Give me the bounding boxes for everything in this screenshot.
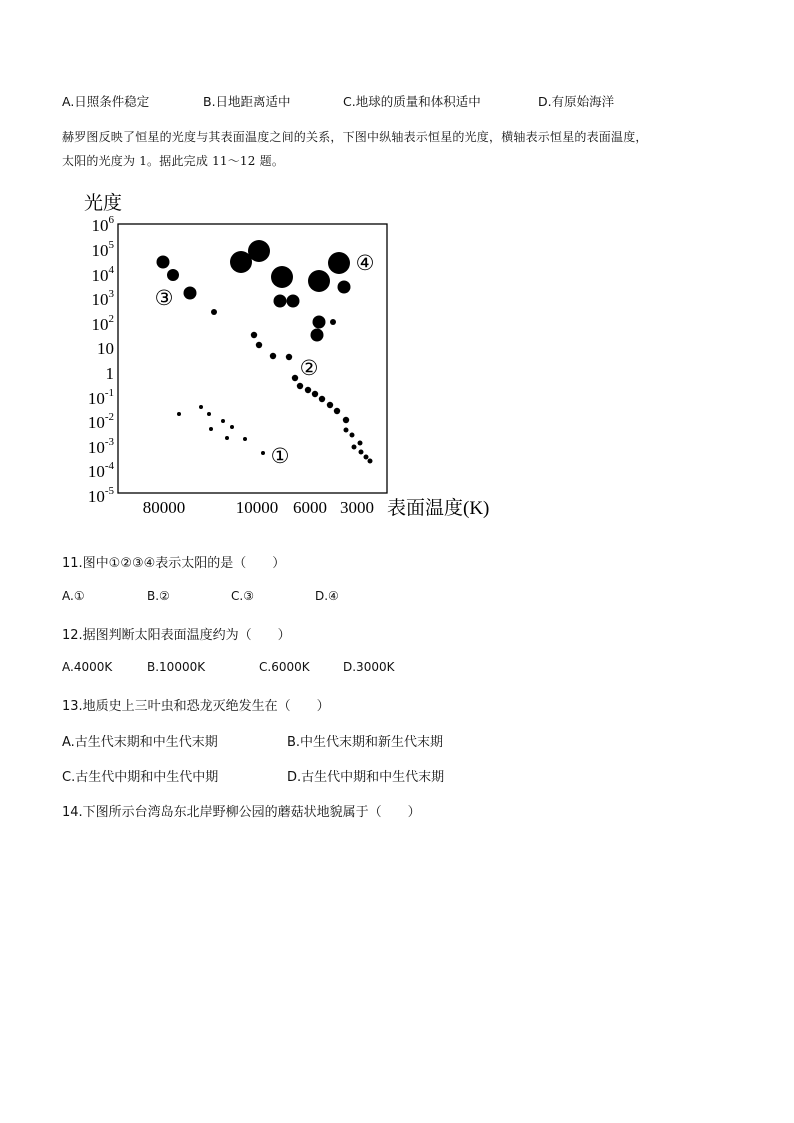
star-dot bbox=[305, 387, 311, 393]
marker-1: ① bbox=[270, 444, 290, 468]
x-ticks bbox=[143, 498, 374, 517]
question-14: 14.下图所示台湾岛东北岸野柳公园的蘑菇状地貌属于（ ） bbox=[62, 805, 421, 820]
star-dot bbox=[344, 428, 349, 433]
star-dot bbox=[313, 316, 326, 329]
q12-option-a: A.4000K bbox=[62, 660, 113, 674]
star-dot bbox=[364, 455, 369, 460]
star-dot bbox=[243, 437, 247, 441]
question-12: 12.据图判断太阳表面温度约为（ ） bbox=[62, 628, 291, 643]
star-group-2 bbox=[251, 332, 373, 464]
star-dot bbox=[328, 252, 350, 274]
y-tick-1e5: $10^5$ bbox=[91, 239, 114, 260]
y-tick-1e-1: $10^{-1}$ bbox=[87, 387, 114, 408]
star-dot bbox=[311, 329, 324, 342]
marker-4: ④ bbox=[355, 251, 375, 275]
star-dot bbox=[270, 353, 276, 359]
star-dot bbox=[271, 266, 293, 288]
x-tick-3000: 3000 bbox=[340, 498, 374, 517]
star-dot bbox=[343, 417, 349, 423]
option-c: C.地球的质量和体积适中 bbox=[343, 94, 481, 109]
star-dot bbox=[209, 427, 213, 431]
star-dot bbox=[297, 383, 303, 389]
y-tick-1e-4: $10^{-4}$ bbox=[87, 460, 114, 481]
star-dot bbox=[330, 319, 336, 325]
star-dot bbox=[359, 450, 364, 455]
star-group-4 bbox=[230, 240, 351, 342]
star-dot bbox=[338, 281, 351, 294]
q13-option-c: C.古生代中期和中生代中期 bbox=[62, 770, 219, 785]
x-tick-6000: 6000 bbox=[293, 498, 327, 517]
x-tick-80000: 80000 bbox=[142, 498, 186, 517]
star-dot bbox=[221, 419, 225, 423]
star-dot bbox=[184, 287, 197, 300]
q11-option-c: C.③ bbox=[231, 589, 254, 603]
star-dot bbox=[211, 309, 217, 315]
y-tick-10: 10 bbox=[97, 339, 114, 358]
star-dot bbox=[177, 412, 181, 416]
star-dot bbox=[334, 408, 340, 414]
q13-option-b: B.中生代末期和新生代末期 bbox=[287, 735, 444, 750]
x-axis-title: 表面温度(K) bbox=[387, 498, 490, 519]
y-tick-1e3: $10^3$ bbox=[91, 288, 114, 309]
star-dot bbox=[352, 445, 357, 450]
question-13: 13.地质史上三叶虫和恐龙灭绝发生在（ ） bbox=[62, 699, 330, 714]
star-dot bbox=[256, 342, 262, 348]
star-dot bbox=[319, 396, 325, 402]
y-tick-1e-5: $10^{-5}$ bbox=[87, 485, 114, 506]
star-dot bbox=[248, 240, 270, 262]
y-axis-title: 光度 bbox=[84, 193, 123, 214]
star-dot bbox=[207, 412, 211, 416]
q11-option-d: D.④ bbox=[315, 589, 339, 603]
q11-option-a: A.① bbox=[62, 589, 85, 603]
star-dot bbox=[230, 425, 234, 429]
q13-option-d: D.古生代中期和中生代末期 bbox=[287, 770, 445, 785]
option-d: D.有原始海洋 bbox=[538, 94, 615, 109]
star-dot bbox=[292, 375, 298, 381]
y-tick-1e6: $10^6$ bbox=[91, 214, 114, 235]
marker-3: ③ bbox=[154, 286, 174, 310]
intro-line-2: 太阳的光度为 1。据此完成 11～12 题。 bbox=[62, 154, 285, 168]
x-tick-10000: 10000 bbox=[235, 498, 279, 517]
hr-diagram bbox=[0, 0, 794, 530]
star-dot bbox=[350, 433, 355, 438]
q12-option-b: B.10000K bbox=[147, 660, 206, 674]
star-dot bbox=[251, 332, 257, 338]
star-dot bbox=[358, 441, 363, 446]
star-group-1 bbox=[177, 405, 265, 455]
question-11: 11.图中①②③④表示太阳的是（ ） bbox=[62, 556, 286, 571]
star-dot bbox=[274, 295, 287, 308]
star-dot bbox=[368, 459, 373, 464]
y-tick-1e2: $10^2$ bbox=[91, 313, 114, 334]
y-tick-1e-2: $10^{-2}$ bbox=[87, 411, 114, 432]
star-dot bbox=[327, 402, 333, 408]
star-dot bbox=[157, 256, 170, 269]
star-dot bbox=[167, 269, 179, 281]
q13-option-a: A.古生代末期和中生代末期 bbox=[62, 735, 218, 750]
q12-option-c: C.6000K bbox=[259, 660, 310, 674]
y-ticks bbox=[88, 214, 115, 506]
marker-2: ② bbox=[299, 356, 319, 380]
star-dot bbox=[287, 295, 300, 308]
star-dot bbox=[225, 436, 229, 440]
q11-option-b: B.② bbox=[147, 589, 170, 603]
star-dot bbox=[261, 451, 265, 455]
star-dot bbox=[286, 354, 292, 360]
q12-option-d: D.3000K bbox=[343, 660, 395, 674]
star-dot bbox=[199, 405, 203, 409]
option-b: B.日地距离适中 bbox=[203, 94, 291, 109]
intro-line-1: 赫罗图反映了恒星的光度与其表面温度之间的关系，下图中纵轴表示恒星的光度，横轴表示恒星的表面温度， bbox=[62, 130, 648, 144]
y-tick-1e4: $10^4$ bbox=[91, 264, 114, 285]
y-tick-1e-3: $10^{-3}$ bbox=[87, 436, 114, 457]
star-dot bbox=[308, 270, 330, 292]
y-tick-1: 1 bbox=[105, 364, 114, 383]
option-a: A.日照条件稳定 bbox=[62, 94, 150, 109]
star-dot bbox=[312, 391, 318, 397]
